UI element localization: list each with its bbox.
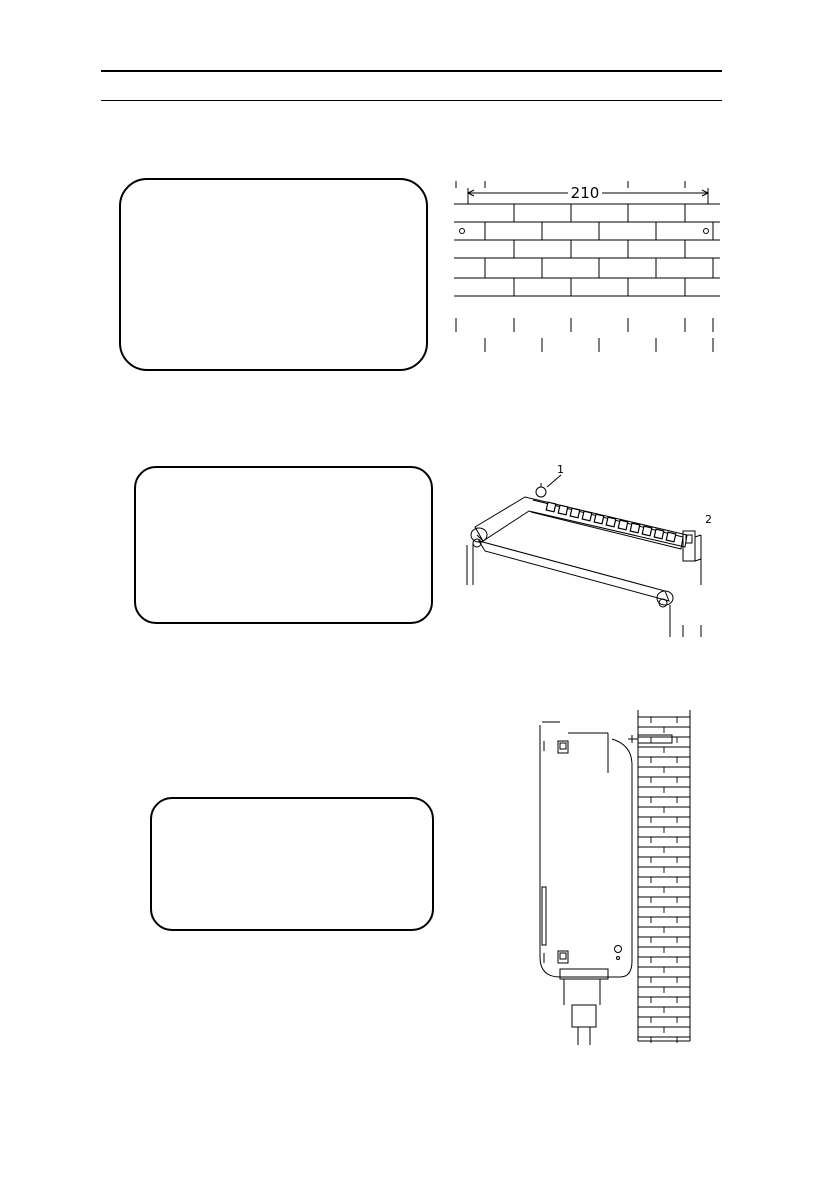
callout-box-2 [134,466,433,624]
mounting-dimension-drawing [448,176,728,356]
cover-bracket-drawing [455,455,720,640]
header-rule-top [101,70,722,72]
callout-label-b: 2 [705,513,712,526]
callout-box-1 [119,178,428,371]
dimension-label: 210 [570,184,600,202]
callout-label-a: 1 [557,463,564,476]
callout-box-3 [150,797,434,931]
side-mounted-module-drawing [520,705,720,1050]
header-rule-bottom [101,100,722,101]
brick-wall [638,717,690,1043]
